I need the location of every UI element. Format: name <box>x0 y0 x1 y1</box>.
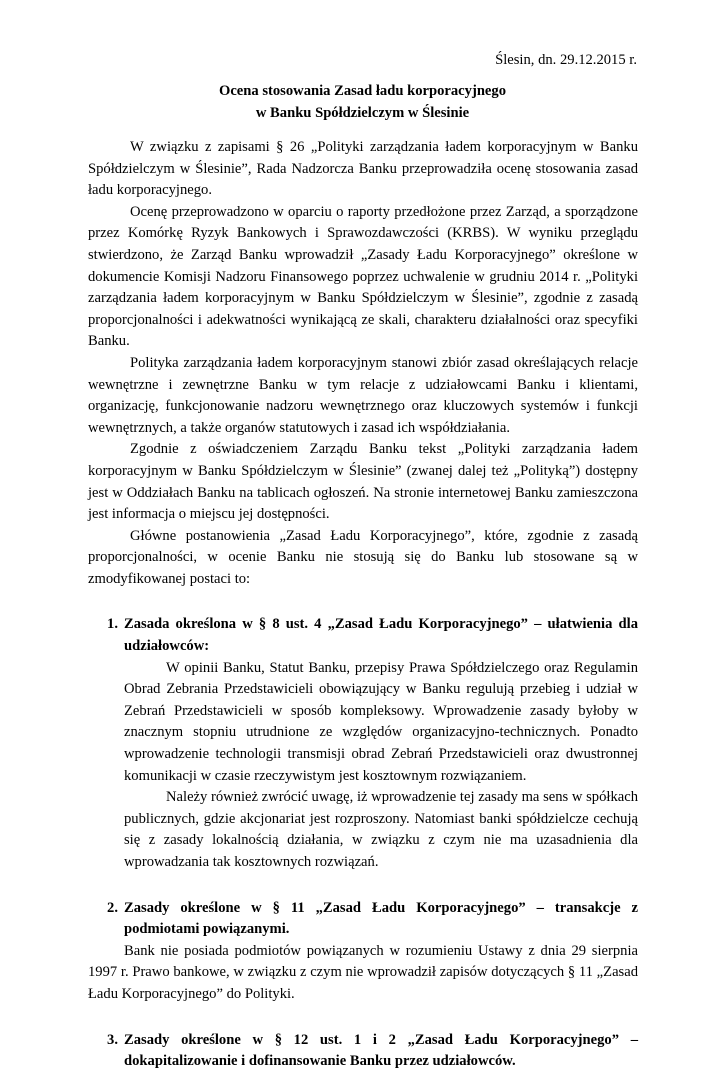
intro-paragraph: Zgodnie z oświadczeniem Zarządu Banku tekst „Polityki zarządzania ładem korporacyjnym w Banku Spółdzielczym w Ślesinie” (zwanej dalej też „Polityką”) dostępny jest w Oddziałach Banku na tablicach ogłoszeń. Na stronie internetowej Banku zamieszczona jest informacja o miejscu jej dostępności. <box>88 441 638 523</box>
intro-paragraph: Polityka zarządzania ładem korporacyjnym stanowi zbiór zasad określających relacje wewnętrzne i zewnętrzne Banku w tym relacje z udziałowcami Banku i klientami, organizację, funkcjonowanie nadzoru wewnętrznego oraz kluczowych systemów i funkcji wewnętrznych, a także organów statutowych i zasad ich współdziałania. <box>88 354 638 436</box>
document-body <box>88 137 638 1073</box>
section-paragraph: Należy również zwrócić uwagę, iż wprowadzenie tej zasady ma sens w spółkach publicznych, gdzie akcjonariat jest rozproszony. Natomiast banki spółdzielcze cechują się z zasady lokalnością działania, w związku z czym nie ma uzasadnienia dla wprowadzania tak kosztownych rozwiązań. <box>124 789 638 870</box>
section-3 <box>88 1030 638 1073</box>
section-1 <box>88 614 638 873</box>
section-heading <box>88 898 638 941</box>
section-number: 1. <box>107 616 118 633</box>
section-paragraph: Bank nie posiada podmiotów powiązanych w rozumieniu Ustawy z dnia 29 sierpnia 1997 r. Prawo bankowe, w związku z czym nie wprowadził zapisów dotyczących § 11 „Zasad Ładu Korporacyjnego” do Polityki. <box>88 942 638 1002</box>
document-title <box>88 81 637 124</box>
section-number: 2. <box>107 899 118 916</box>
section-title: Zasady określone w § 12 ust. 1 i 2 „Zasad Ładu Korporacyjnego” – dokapitalizowanie i dofinansowanie Banku przez udziałowców. <box>124 1031 638 1070</box>
section-paragraph: W opinii Banku, Statut Banku, przepisy Prawa Spółdzielczego oraz Regulamin Obrad Zebrania Przedstawicieli obowiązujący w Banku regulują przebieg i udział w Zebrań Przedstawicieli w sposób kompleksowy. Wprowadzenie zasady byłoby w znacznym stopniu utrudnione ze względów organizacyjno-technicznych. Ponadto wprowadzenie technologii transmisji obrad Zebrań Przedstawicieli oraz dwustronnej komunikacji w czasie rzeczywistym jest kosztownym rozwiązaniem. <box>124 659 638 784</box>
title-line-2: w Banku Spółdzielczym w Ślesinie <box>255 104 470 121</box>
intro-paragraph: Ocenę przeprowadzono w oparciu o raporty przedłożone przez Zarząd, a sporządzone przez Komórkę Ryzyk Bankowych i Sprawozdawczości (KRBS). W wyniku przeglądu stwierdzono, że Zarząd Banku wprowadził „Zasady Ładu Korporacyjnego” określone w dokumencie Komisji Nadzoru Finansowego poprzez uchwalenie w grudniu 2014 r. „Polityki zarządzania ładem korporacyjnym w Banku Spółdzielczym w Ślesinie”, zgodnie z zasadą proporcjonalności i adekwatności wynikającą ze skali, charakteru działalności oraz specyfiki Banku. <box>88 203 638 350</box>
title-line-1: Ocena stosowania Zasad ładu korporacyjnego <box>218 83 507 99</box>
section-number: 3. <box>107 1031 118 1048</box>
section-heading <box>88 1030 638 1073</box>
section-2 <box>88 898 638 1006</box>
section-title: Zasada określona w § 8 ust. 4 „Zasad Ładu Korporacyjnego” – ułatwienia dla udziałowców: <box>124 616 638 655</box>
document-date: Ślesin, dn. 29.12.2015 r. <box>495 52 637 68</box>
section-heading <box>88 614 638 657</box>
intro-paragraph: Główne postanowienia „Zasad Ładu Korporacyjnego”, które, zgodnie z zasadą proporcjonalności, w ocenie Banku nie stosują się do Banku lub stosowane są w zmodyfikowanej postaci to: <box>88 527 638 587</box>
section-title: Zasady określone w § 11 „Zasad Ładu Korporacyjnego” – transakcje z podmiotami powiązanymi. <box>124 899 638 938</box>
intro-paragraph: W związku z zapisami § 26 „Polityki zarządzania ładem korporacyjnym w Banku Spółdzielczym w Ślesinie”, Rada Nadzorcza Banku przeprowadziła ocenę stosowania zasad ładu korporacyjnego. <box>88 139 638 199</box>
